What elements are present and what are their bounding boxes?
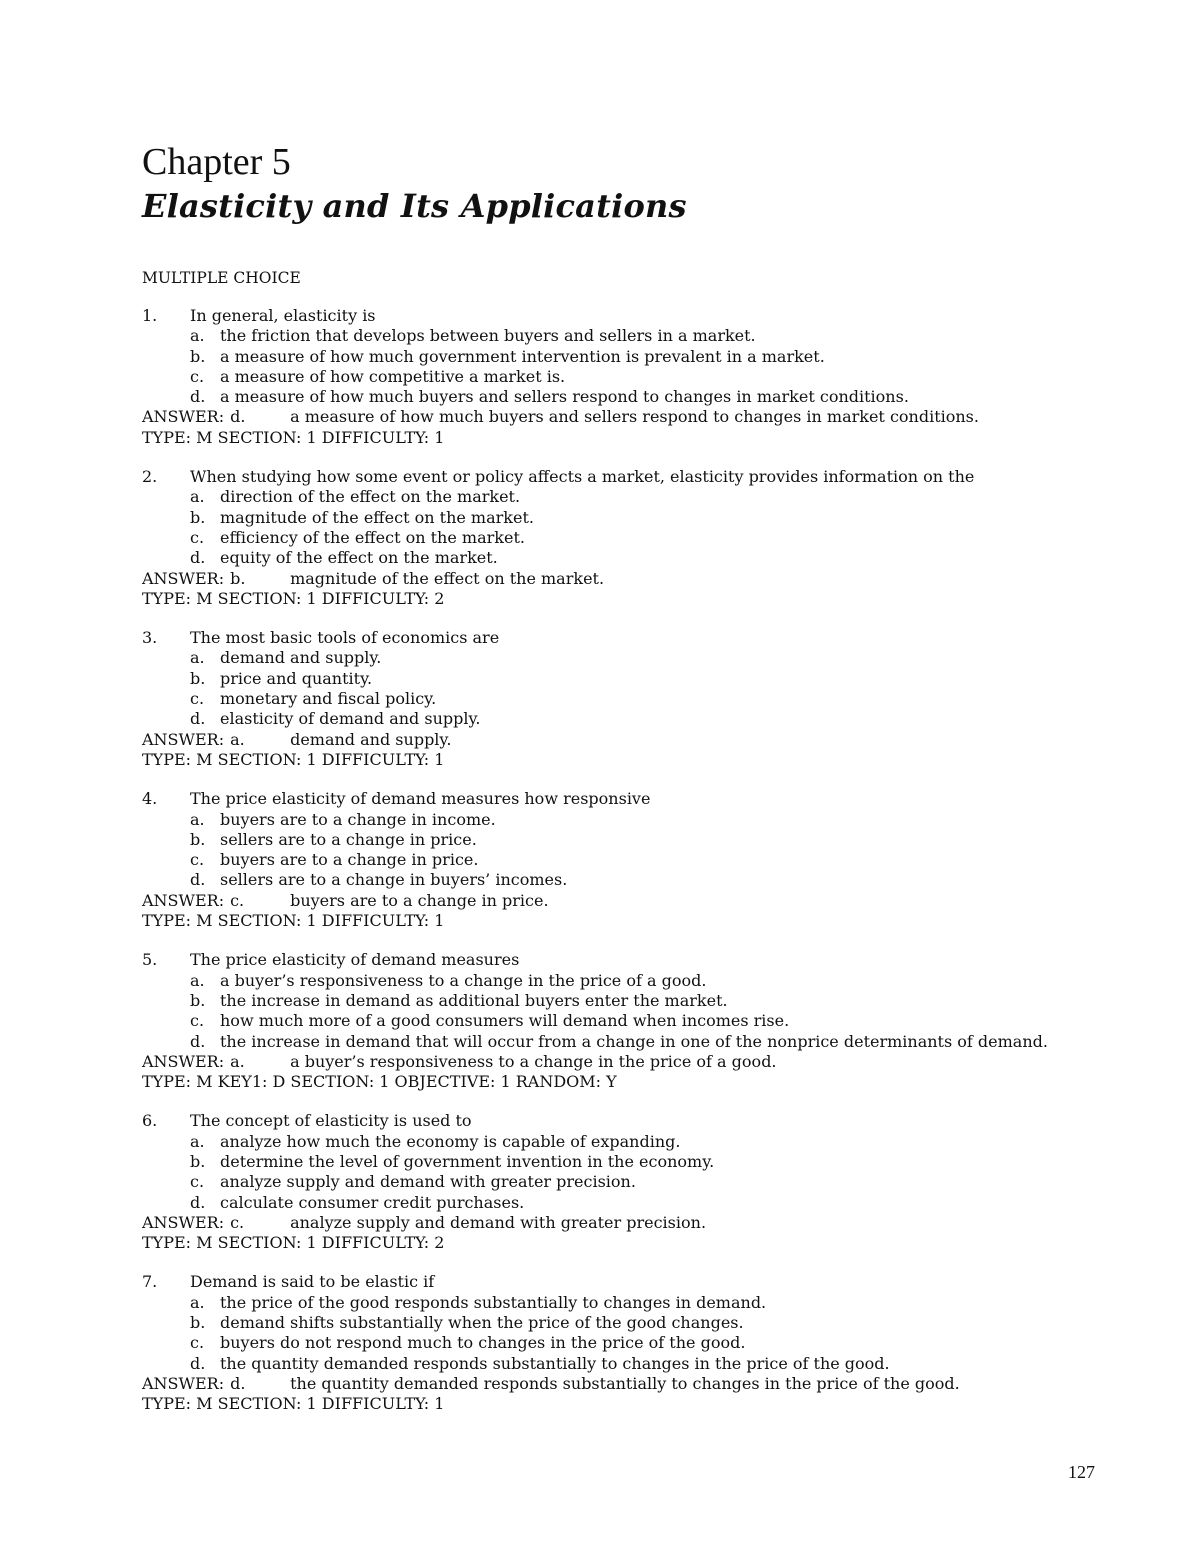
option-letter: b. bbox=[190, 1313, 206, 1333]
answer-letter: c. bbox=[230, 1212, 245, 1232]
option-text: a buyer’s responsiveness to a change in the price of a good. bbox=[220, 970, 707, 990]
option-letter: d. bbox=[190, 709, 206, 729]
option-letter: c. bbox=[190, 689, 205, 709]
answer-option bbox=[142, 1193, 1102, 1213]
question-text: The price elasticity of demand measures how responsive bbox=[190, 789, 651, 809]
option-text: sellers are to a change in buyers’ incomes. bbox=[220, 870, 568, 890]
answer-option bbox=[142, 870, 1102, 890]
chapter-number: Chapter 5 bbox=[142, 141, 291, 183]
option-text: the increase in demand that will occur from a change in one of the nonprice determinants of demand. bbox=[220, 1031, 1048, 1051]
answer-option bbox=[142, 1152, 1102, 1172]
option-letter: a. bbox=[190, 1292, 205, 1312]
question-stem bbox=[142, 628, 1102, 648]
answer-option bbox=[142, 1032, 1102, 1052]
answer-line bbox=[142, 1374, 1102, 1394]
answer-option bbox=[142, 1313, 1102, 1333]
option-letter: d. bbox=[190, 548, 206, 568]
option-letter: c. bbox=[190, 1172, 205, 1192]
question-text: When studying how some event or policy affects a market, elasticity provides information on the bbox=[190, 467, 975, 487]
answer-option bbox=[142, 1354, 1102, 1374]
option-letter: a. bbox=[190, 809, 205, 829]
question-stem bbox=[142, 950, 1102, 970]
option-text: analyze supply and demand with greater precision. bbox=[220, 1172, 636, 1192]
question-metadata: TYPE: M SECTION: 1 DIFFICULTY: 1 bbox=[142, 1394, 445, 1414]
answer-letter: c. bbox=[230, 890, 245, 910]
option-text: efficiency of the effect on the market. bbox=[220, 527, 525, 547]
question-stem bbox=[142, 789, 1102, 809]
option-text: price and quantity. bbox=[220, 668, 373, 688]
answer-option bbox=[142, 347, 1102, 367]
answer-option bbox=[142, 1132, 1102, 1152]
question-number: 7. bbox=[142, 1272, 158, 1292]
question-metadata: TYPE: M KEY1: D SECTION: 1 OBJECTIVE: 1 RANDOM: Y bbox=[142, 1072, 617, 1092]
answer-line bbox=[142, 407, 1102, 427]
option-text: elasticity of demand and supply. bbox=[220, 709, 481, 729]
answer-line bbox=[142, 730, 1102, 750]
question-text: The most basic tools of economics are bbox=[190, 628, 500, 648]
section-heading: MULTIPLE CHOICE bbox=[142, 269, 301, 287]
option-letter: d. bbox=[190, 1353, 206, 1373]
page-number: 127 bbox=[1068, 1462, 1095, 1482]
question-number: 2. bbox=[142, 467, 158, 487]
option-letter: a. bbox=[190, 648, 205, 668]
answer-option bbox=[142, 648, 1102, 668]
option-letter: d. bbox=[190, 1192, 206, 1212]
question-item bbox=[142, 467, 1102, 609]
option-text: a measure of how competitive a market is. bbox=[220, 366, 566, 386]
option-letter: d. bbox=[190, 870, 206, 890]
answer-text: buyers are to a change in price. bbox=[290, 890, 549, 910]
question-stem bbox=[142, 1272, 1102, 1292]
question-text: Demand is said to be elastic if bbox=[190, 1272, 435, 1292]
answer-text: analyze supply and demand with greater precision. bbox=[290, 1212, 707, 1232]
option-letter: c. bbox=[190, 1333, 205, 1353]
option-letter: c. bbox=[190, 527, 205, 547]
chapter-title: Elasticity and Its Applications bbox=[142, 187, 687, 225]
answer-line bbox=[142, 569, 1102, 589]
question-list bbox=[142, 306, 1102, 1415]
answer-label: ANSWER: bbox=[142, 1212, 225, 1232]
option-letter: c. bbox=[190, 366, 205, 386]
answer-line bbox=[142, 891, 1102, 911]
option-text: the friction that develops between buyers and sellers in a market. bbox=[220, 326, 756, 346]
answer-text: demand and supply. bbox=[290, 729, 452, 749]
option-text: determine the level of government invention in the economy. bbox=[220, 1151, 715, 1171]
question-item bbox=[142, 1272, 1102, 1414]
answer-option bbox=[142, 971, 1102, 991]
option-text: monetary and fiscal policy. bbox=[220, 689, 437, 709]
question-number: 5. bbox=[142, 950, 158, 970]
option-text: buyers are to a change in price. bbox=[220, 850, 479, 870]
question-number: 3. bbox=[142, 628, 158, 648]
answer-letter: a. bbox=[230, 729, 245, 749]
option-letter: a. bbox=[190, 970, 205, 990]
option-letter: b. bbox=[190, 829, 206, 849]
question-stem bbox=[142, 306, 1102, 326]
answer-line bbox=[142, 1213, 1102, 1233]
answer-letter: d. bbox=[230, 407, 246, 427]
option-letter: a. bbox=[190, 487, 205, 507]
option-letter: a. bbox=[190, 1131, 205, 1151]
answer-option bbox=[142, 548, 1102, 568]
option-text: buyers do not respond much to changes in the price of the good. bbox=[220, 1333, 746, 1353]
answer-option bbox=[142, 709, 1102, 729]
answer-letter: a. bbox=[230, 1051, 245, 1071]
answer-option bbox=[142, 387, 1102, 407]
option-text: calculate consumer credit purchases. bbox=[220, 1192, 525, 1212]
option-letter: b. bbox=[190, 990, 206, 1010]
option-letter: b. bbox=[190, 507, 206, 527]
answer-option bbox=[142, 991, 1102, 1011]
option-text: the quantity demanded responds substantially to changes in the price of the good. bbox=[220, 1353, 890, 1373]
answer-option bbox=[142, 850, 1102, 870]
answer-label: ANSWER: bbox=[142, 729, 225, 749]
option-text: demand shifts substantially when the price of the good changes. bbox=[220, 1313, 744, 1333]
page-content bbox=[142, 140, 1102, 1434]
answer-option bbox=[142, 528, 1102, 548]
answer-option bbox=[142, 367, 1102, 387]
option-letter: b. bbox=[190, 1151, 206, 1171]
answer-option bbox=[142, 1333, 1102, 1353]
option-text: analyze how much the economy is capable of expanding. bbox=[220, 1131, 681, 1151]
option-letter: d. bbox=[190, 1031, 206, 1051]
answer-text: the quantity demanded responds substantially to changes in the price of the good. bbox=[290, 1373, 960, 1393]
question-metadata: TYPE: M SECTION: 1 DIFFICULTY: 1 bbox=[142, 749, 445, 769]
question-item bbox=[142, 306, 1102, 448]
answer-option bbox=[142, 830, 1102, 850]
answer-label: ANSWER: bbox=[142, 407, 225, 427]
answer-letter: d. bbox=[230, 1373, 246, 1393]
answer-option bbox=[142, 508, 1102, 528]
question-text: The price elasticity of demand measures bbox=[190, 950, 520, 970]
question-item bbox=[142, 789, 1102, 931]
question-number: 1. bbox=[142, 306, 158, 325]
question-stem bbox=[142, 1111, 1102, 1131]
answer-option bbox=[142, 487, 1102, 507]
answer-label: ANSWER: bbox=[142, 1373, 225, 1393]
option-letter: b. bbox=[190, 346, 206, 366]
answer-label: ANSWER: bbox=[142, 568, 225, 588]
option-letter: a. bbox=[190, 326, 205, 346]
answer-label: ANSWER: bbox=[142, 890, 225, 910]
option-text: the price of the good responds substantially to changes in demand. bbox=[220, 1292, 767, 1312]
question-item bbox=[142, 950, 1102, 1092]
question-number: 4. bbox=[142, 789, 158, 809]
option-text: a measure of how much buyers and sellers respond to changes in market conditions. bbox=[220, 387, 909, 407]
question-metadata: TYPE: M SECTION: 1 DIFFICULTY: 1 bbox=[142, 427, 445, 447]
answer-text: magnitude of the effect on the market. bbox=[290, 568, 605, 588]
question-item bbox=[142, 1111, 1102, 1253]
answer-option bbox=[142, 326, 1102, 346]
answer-option bbox=[142, 689, 1102, 709]
answer-text: a measure of how much buyers and sellers respond to changes in market conditions. bbox=[290, 407, 979, 427]
option-letter: c. bbox=[190, 850, 205, 870]
option-text: buyers are to a change in income. bbox=[220, 809, 496, 829]
option-letter: b. bbox=[190, 668, 206, 688]
answer-line bbox=[142, 1052, 1102, 1072]
option-text: a measure of how much government intervention is prevalent in a market. bbox=[220, 346, 825, 366]
question-metadata: TYPE: M SECTION: 1 DIFFICULTY: 2 bbox=[142, 588, 445, 608]
question-text: The concept of elasticity is used to bbox=[190, 1111, 472, 1131]
option-text: demand and supply. bbox=[220, 648, 382, 668]
answer-letter: b. bbox=[230, 568, 246, 588]
option-text: direction of the effect on the market. bbox=[220, 487, 521, 507]
option-text: how much more of a good consumers will demand when incomes rise. bbox=[220, 1011, 790, 1031]
answer-option bbox=[142, 669, 1102, 689]
option-text: magnitude of the effect on the market. bbox=[220, 507, 534, 527]
question-text: In general, elasticity is bbox=[190, 306, 376, 325]
question-metadata: TYPE: M SECTION: 1 DIFFICULTY: 1 bbox=[142, 911, 445, 931]
option-text: the increase in demand as additional buyers enter the market. bbox=[220, 990, 728, 1010]
question-stem bbox=[142, 467, 1102, 487]
answer-option bbox=[142, 1172, 1102, 1192]
option-text: sellers are to a change in price. bbox=[220, 829, 477, 849]
question-metadata: TYPE: M SECTION: 1 DIFFICULTY: 2 bbox=[142, 1233, 445, 1253]
answer-option bbox=[142, 1011, 1102, 1031]
answer-option bbox=[142, 810, 1102, 830]
answer-label: ANSWER: bbox=[142, 1051, 225, 1071]
option-text: equity of the effect on the market. bbox=[220, 548, 498, 568]
answer-text: a buyer’s responsiveness to a change in the price of a good. bbox=[290, 1051, 777, 1071]
question-number: 6. bbox=[142, 1111, 158, 1131]
option-letter: d. bbox=[190, 387, 206, 407]
answer-option bbox=[142, 1293, 1102, 1313]
option-letter: c. bbox=[190, 1011, 205, 1031]
question-item bbox=[142, 628, 1102, 770]
